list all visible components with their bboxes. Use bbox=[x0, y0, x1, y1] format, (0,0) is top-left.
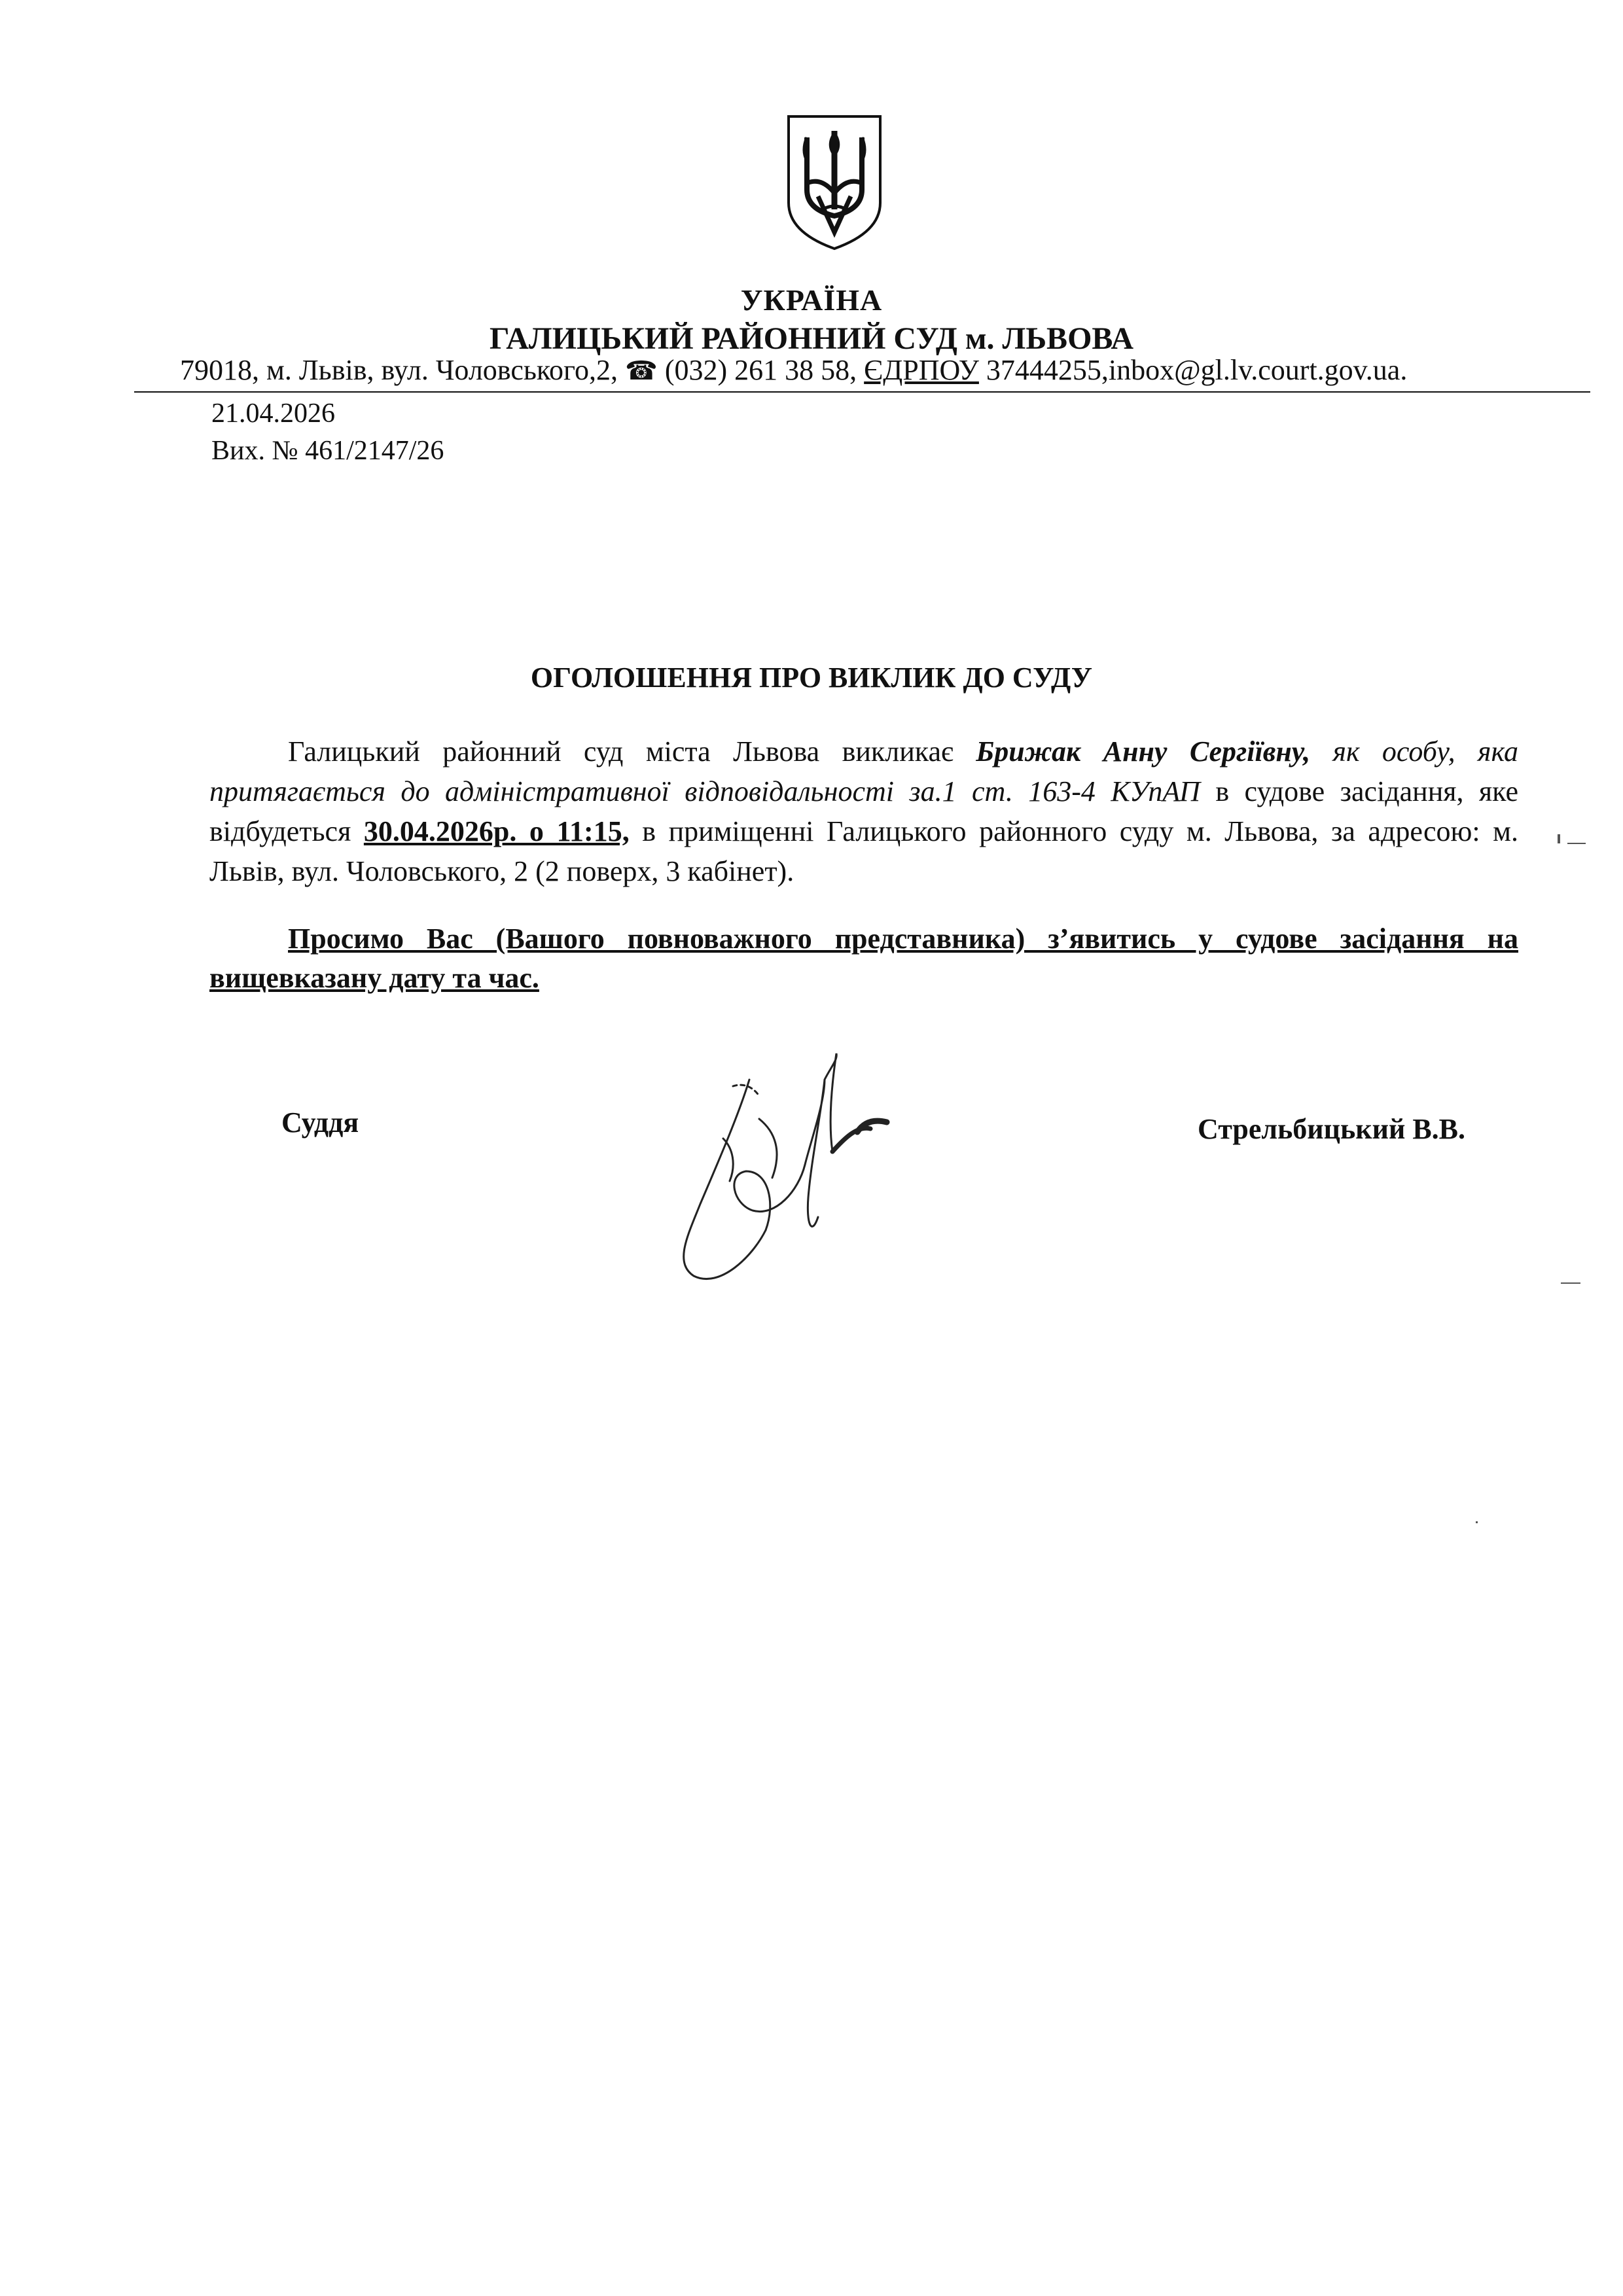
coat-of-arms-icon bbox=[782, 111, 887, 252]
edrpou-label: ЄДРПОУ bbox=[864, 354, 979, 386]
summons-paragraph bbox=[209, 732, 1518, 891]
header-divider bbox=[134, 391, 1590, 393]
court-address: 79018, м. Львів, вул. Чоловського,2, bbox=[180, 354, 618, 386]
outgoing-number: Вих. № 461/2147/26 bbox=[211, 436, 444, 466]
judge-label: Суддя bbox=[281, 1106, 359, 1139]
signature-icon bbox=[661, 1040, 910, 1289]
scan-speck bbox=[1561, 1282, 1580, 1284]
document-title: ОГОЛОШЕННЯ ПРО ВИКЛИК ДО СУДУ bbox=[530, 662, 1093, 694]
p1-mid: в судове засідання, яке відбудеться bbox=[209, 775, 1518, 847]
phone-icon: ☎ bbox=[625, 356, 658, 385]
person-role: як особу, яка притягається до адміністративної відповідальності за.1 ст. 163-4 КУпАП bbox=[209, 735, 1518, 807]
scan-speck bbox=[1476, 1521, 1478, 1523]
judge-name: Стрельбицький В.В. bbox=[1198, 1113, 1466, 1145]
scan-speck bbox=[1567, 843, 1586, 844]
scan-speck bbox=[1558, 834, 1560, 843]
document-date: 21.04.2026 bbox=[211, 398, 335, 429]
edrpou-email: 37444255,inbox@gl.lv.court.gov.ua. bbox=[986, 354, 1408, 386]
country-heading: УКРАЇНА bbox=[740, 283, 883, 317]
p1-intro: Галицький районний суд міста Львова викликає bbox=[288, 735, 976, 768]
appearance-request: Просимо Вас (Вашого повноважного представника) з’явитись у судове засідання на вищевказану дату та час. bbox=[209, 923, 1518, 994]
summoned-person: Брижак Анну Сергіївну, bbox=[976, 735, 1311, 768]
hearing-datetime: 30.04.2026р. о 11:15, bbox=[363, 815, 630, 847]
court-name-heading: ГАЛИЦЬКИЙ РАЙОННИЙ СУД м. ЛЬВОВА bbox=[489, 321, 1134, 356]
court-contact-line bbox=[180, 353, 1407, 387]
court-phone: (032) 261 38 58, bbox=[664, 354, 857, 386]
p1-end: в приміщенні Галицького районного суду м. Львова, за адресою: м. Львів, вул. Чоловського, 2 (2 поверх, 3 кабінет). bbox=[209, 815, 1518, 887]
